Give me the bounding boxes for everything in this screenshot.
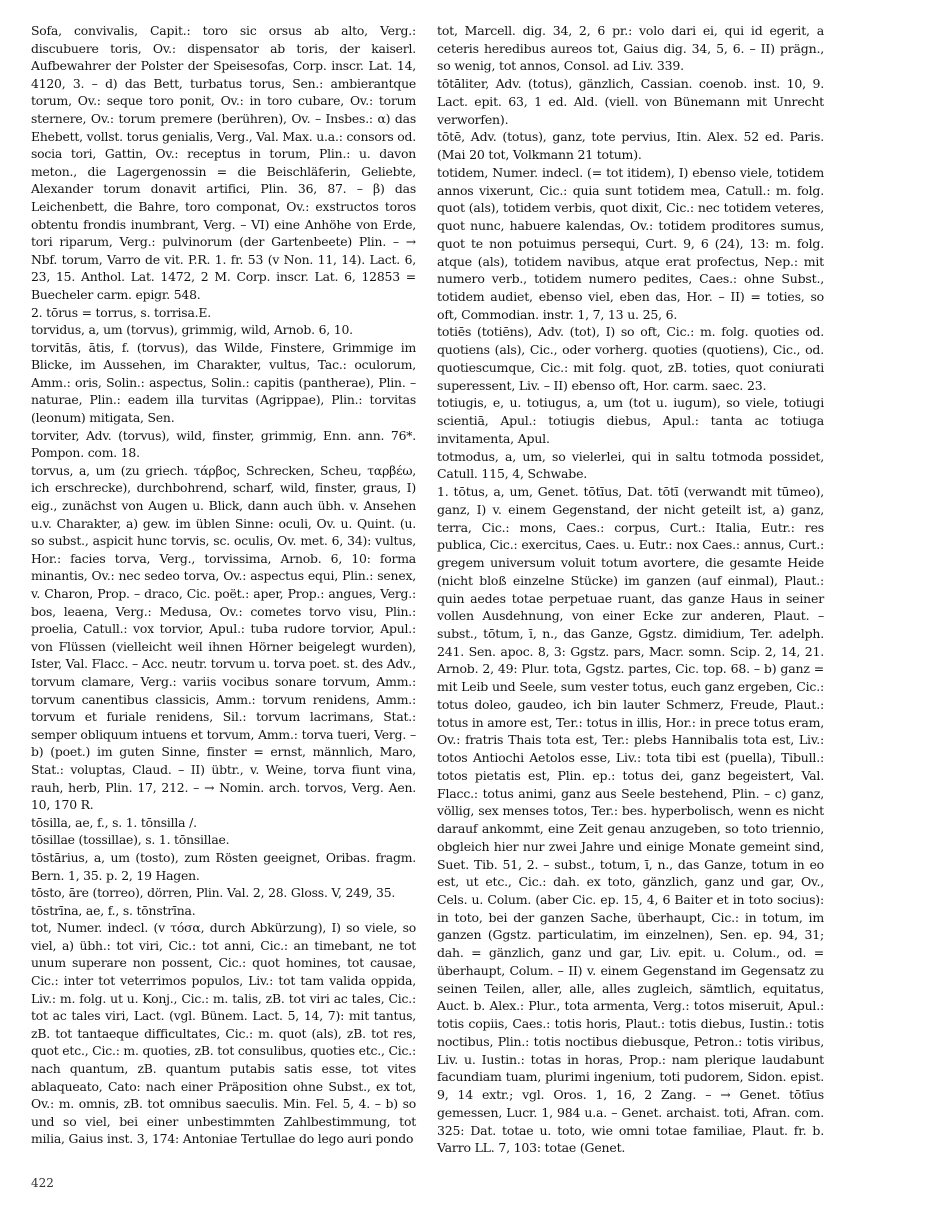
entry-tostrina: tōstrīna, ae, f., s. tōnstrīna.	[31, 902, 196, 918]
entry-tot-continued: tot, Marcell. dig. 34, 2, 6 pr.: volo dari ei, qui id egerit, a ceteris heredibus aureos tot, Gaius dig. 34, 5, 6. – II) prägn., so wenig, tot annos, Consol. ad Liv. 339.	[437, 23, 824, 74]
left-column	[31, 22, 416, 1148]
entry-tosilla: tōsilla, ae, f., s. 1. tōnsilla /.	[31, 814, 197, 830]
entry-torvus: torvus, a, um (zu griech. τάρβος, Schrecken, Scheu, ταρβέω, ich erschrecke), durchbohrend, scharf, wild, finster, graus, I) eig., zunächst von Augen u. Blick, dann auch übh. v. Ansehen u.v. Charakter, a) gew. im üblen Sinne: oculi, Ov. u. Quint. (u. so subst., aspicit hunc torvis, sc. oculis, Ov. met. 6, 34): vultus, Hor.: facies torva, Verg., torvissima, Arnob. 6, 10: forma minantis, Ov.: nec sedeo torva, Ov.: aspectus equi, Plin.: senex, v. Charon, Prop. – draco, Cic. poët.: aper, Prop.: angues, Verg.: bos, leaena, Verg.: Medusa, Ov.: cometes torvo visu, Plin.: proelia, Catull.: vox torvior, Apul.: tuba rudore torvior, Apul.: von Flüssen (vielleicht weil ihnen Hörner beigelegt wurden), Ister, Val. Flacc. – Acc. neutr. torvum u. torva poet. st. des Adv., torvum clamare, Verg.: variis vocibus sonare torvum, Amm.: torvum canentibus classicis, Amm.: torvum renidens, Amm.: torvum et furiale renidens, Sil.: torvum lacrimans, Stat.: semper obliquum intuens et torvum, Amm.: torva tueri, Verg. – b) (poet.) im guten Sinne, finster = ernst, männlich, Maro, Stat.: voluptas, Claud. – II) übtr., v. Weine, torva fiunt vina, rauh, herb, Plin. 17, 212. – → Nomin. arch. torvos, Verg. Aen. 10, 170 R.	[31, 462, 416, 813]
entry-sofa-torus: Sofa, convivalis, Capit.: toro sic orsus ab alto, Verg.: discubuere toris, Ov.: dispensator ab toris, der kaiserl. Aufbewahrer der Polster der Speisesofas, Corp. inscr. Lat. 14, 4120, 3. – d) das Bett, turbatus torus, Sen.: ambierantque torum, Ov.: seque toro ponit, Ov.: in toro cubare, Ov.: torum sternere, Ov.: torum premere (berühren), Ov. – Insbes.: α) das Ehebett, vollst. torus genialis, Verg., Val. Max. u.a.: consors od. socia tori, Gattin, Ov.: receptus in torum, Plin.: u. davon meton., die Lagergenossin = die Beischläferin, Geliebte, Alexander torum donavit artifici, Plin. 36, 87. – β) das Leichenbett, die Bahre, toro componat, Ov.: exstructos toros obtentu frondis inumbrant, Verg. – VI) eine Anhöhe von Erde, tori riparum, Verg.: pulvinorum (der Gartenbeete) Plin. – → Nbf. torum, Varro de vit. P.R. 1. fr. 53 (v Non. 11, 14). Lact. 6, 23, 15. Anthol. Lat. 1472, 2 M. Corp. inscr. Lat. 6, 12853 = Buecheler carm. epigr. 548.	[31, 23, 416, 302]
entry-torvitas: torvitās, ātis, f. (torvus), das Wilde, Finstere, Grimmige im Blicke, im Aussehen, im Charakter, vultus, Tac.: oculorum, Amm.: oris, Solin.: aspectus, Solin.: capitis (pantherae), Plin. – naturae, Plin.: eadem illa turvitas (Agrippae), Plin.: torvitas (leonum) mitigata, Sen.	[31, 339, 416, 426]
entry-tot: tot, Numer. indecl. (v τόσα, durch Abkürzung), I) so viele, so viel, a) übh.: tot viri, Cic.: tot anni, Cic.: an timebant, ne tot unum superare non possent, Cic.: quot homines, tot causae, Cic.: inter tot veterrimos populos, Liv.: tot tam valida oppida, Liv.: m. folg. ut u. Konj., Cic.: m. talis, zB. tot viri ac tales, Cic.: tot ac tales viri, Lact. (vgl. Bünem. Lact. 5, 14, 7): mit tantus, zB. tot tantaeque difficultates, Cic.: m. quot (als), zB. tot res, quot etc., Cic.: m. quoties, zB. tot consulibus, quoties etc., Cic.: nach quantum, zB. quantum putabis satis esse, tot vites ablaqueato, Cato: nach einer Präposition ohne Subst., ex tot, Ov.: m. omnis, zB. tot omnibus saeculis. Min. Fel. 5, 4. – b) so und so viel, bei einer unbestimmten Zahlbestimmung, tot milia, Gaius inst. 3, 174: Antoniae Tertullae do lego auri pondo	[31, 920, 416, 1147]
entry-totus: 1. tōtus, a, um, Genet. tōtīus, Dat. tōtī (verwandt mit tūmeo), ganz, I) v. einem Gegenstand, der nicht geteilt ist, a) ganz, terra, Cic.: mons, Caes.: corpus, Curt.: Italia, Eutr.: res publica, Cic.: exercitus, Caes. u. Eutr.: nox Caes.: annus, Curt.: gregem universum voluit totum avortere, die gesamte Heide (nicht bloß einzelne Stücke) im ganzen (auf einmal), Plaut.: quin aedes totae perpetuae ruant, das ganze Haus in seiner vollen Ausdehnung, von einer Ecke zur anderen, Plaut. – subst., tōtum, ī, n., das Ganze, Ggstz. dimidium, Ter. adelph. 241. Sen. apoc. 8, 3: Ggstz. pars, Macr. somn. Scip. 2, 14, 21. Arnob. 2, 49: Plur. tota, Ggstz. partes, Cic. top. 68. – b) ganz = mit Leib und Seele, sum vester totus, euch ganz ergeben, Cic.: totus doleo, gaudeo, ich bin lauter Schmerz, Freude, Plaut.: totus in amore est, Ter.: totus in illis, Hor.: in prece totus eram, Ov.: fratris Thais tota est, Ter.: plebs Hannibalis tota est, Liv.: totos Antiochi Aetolos esse, Liv.: tota tibi est (puella), Tibull.: totos pietatis est, Plin. ep.: totus dei, ganz begeistert, Val. Flacc.: totus animi, ganz aus Seele bestehend, Plin. – c) ganz, völlig, sex menses totos, Ter.: bes. hyperbolisch, wenn es nicht darauf ankommt, eine Zeit genau anzugeben, so toto triennio, obgleich hier nur zwei Jahre und einige Monate gemeint sind, Suet. Tib. 51, 2. – subst., totum, ī, n., das Ganze, totum in eo est, ut etc., Cic.: dah. ex toto, gänzlich, ganz und gar, Ov., Cels. u. Colum. (aber Cic. ep. 15, 4, 6 Baiter et in toto socius): in toto, bei der ganzen Sache, überhaupt, Cic.: in totum, im ganzen (Ggstz. particulatim, im einzelnen), Sen. ep. 94, 31; dah. = gänzlich, ganz und gar, Liv. epit. u. Colum., od. = überhaupt, Colum. – II) v. einem Gegenstand im Gegensatz zu seinen Teilen, aller, alle, alles zugleich, sämtlich, equitatus, Auct. b. Alex.: Plur., tota armenta, Verg.: totos miseruit, Apul.: totis copiis, Caes.: totis horis, Plaut.: totis diebus, Iustin.: totis noctibus, Plin.: totis noctibus diebusque, Petron.: totis viribus, Liv. u. Iustin.: totas in horas, Prop.: nam plerique laudabunt facundiam tuam, plurimi ingenium, toti pudorem, Sidon. epist. 9, 14 extr.; vgl. Oros. 1, 16, 2 Zang. – → Genet. tōtīus gemessen, Lucr. 1, 984 u.a. – Genet. archaist. toti, Afran. com. 325: Dat. totae u. toto, wie omni totae familiae, Plaut. fr. b. Varro LL. 7, 103: totae (Genet.	[437, 484, 824, 1156]
entry-totidem: totidem, Numer. indecl. (= tot itidem), I) ebenso viele, totidem annos vixerunt, Cic.: quia sunt totidem mea, Catull.: m. folg. quot (als), totidem verbis, quot dixit, Cic.: nec totidem veteres, quot nunc, habuere kalendas, Ov.: totidem proditores sumus, quot te non potuimus persequi, Curt. 9, 6 (24), 13: m. folg. atque (als), totidem navibus, atque erat profectus, Nep.: mit numero verb., totidem numero pedites, Caes.: ohne Subst., totidem audiet, ebenso viel, eben das, Hor. – II) = toties, so oft, Commodian. instr. 1, 7, 13 u. 25, 6.	[437, 164, 824, 322]
entry-torvidus: torvidus, a, um (torvus), grimmig, wild, Arnob. 6, 10.	[31, 322, 353, 338]
entry-tostarius: tōstārius, a, um (tosto), zum Rösten geeignet, Oribas. fragm. Bern. 1, 35. p. 2, 19 Hagen.	[31, 849, 416, 883]
entry-totiugis: totiugis, e, u. totiugus, a, um (tot u. iugum), so viele, totiugi scientiā, Apul.: totiugis diebus, Apul.: tanta ac totiuga invitamenta, Apul.	[437, 395, 824, 446]
entry-torus-2: 2. tōrus = torrus, s. torrisa.E.	[31, 304, 211, 320]
entry-tosto: tōsto, āre (torreo), dörren, Plin. Val. 2, 28. Gloss. V, 249, 35.	[31, 885, 396, 901]
entry-torviter: torviter, Adv. (torvus), wild, finster, grimmig, Enn. ann. 76*. Pompon. com. 18.	[31, 427, 416, 461]
entry-totmodus: totmodus, a, um, so vielerlei, qui in saltu totmoda possidet, Catull. 115, 4, Schwabe.	[437, 448, 824, 482]
entry-toties: totiēs (totiēns), Adv. (tot), I) so oft, Cic.: m. folg. quoties od. quotiens (als), Cic., oder vorherg. quoties (quotiens), Cic., od. quotiescumque, Cic.: mit folg. quot, zB. toties, quot coniurati superessent, Liv. – II) ebenso oft, Hor. carm. saec. 23.	[437, 324, 824, 393]
entry-totaliter: tōtāliter, Adv. (totus), gänzlich, Cassian. coenob. inst. 10, 9. Lact. epit. 63, 1 ed. Ald. (viell. von Bünemann mit Unrecht verworfen).	[437, 76, 824, 127]
entry-tosillae: tōsillae (tossillae), s. 1. tōnsillae.	[31, 832, 230, 848]
entry-tote: tōtē, Adv. (totus), ganz, tote pervius, Itin. Alex. 52 ed. Paris. (Mai 20 tot, Volkmann 21 totum).	[437, 129, 824, 163]
page-number: 422	[31, 1176, 54, 1190]
right-column	[437, 22, 824, 1157]
